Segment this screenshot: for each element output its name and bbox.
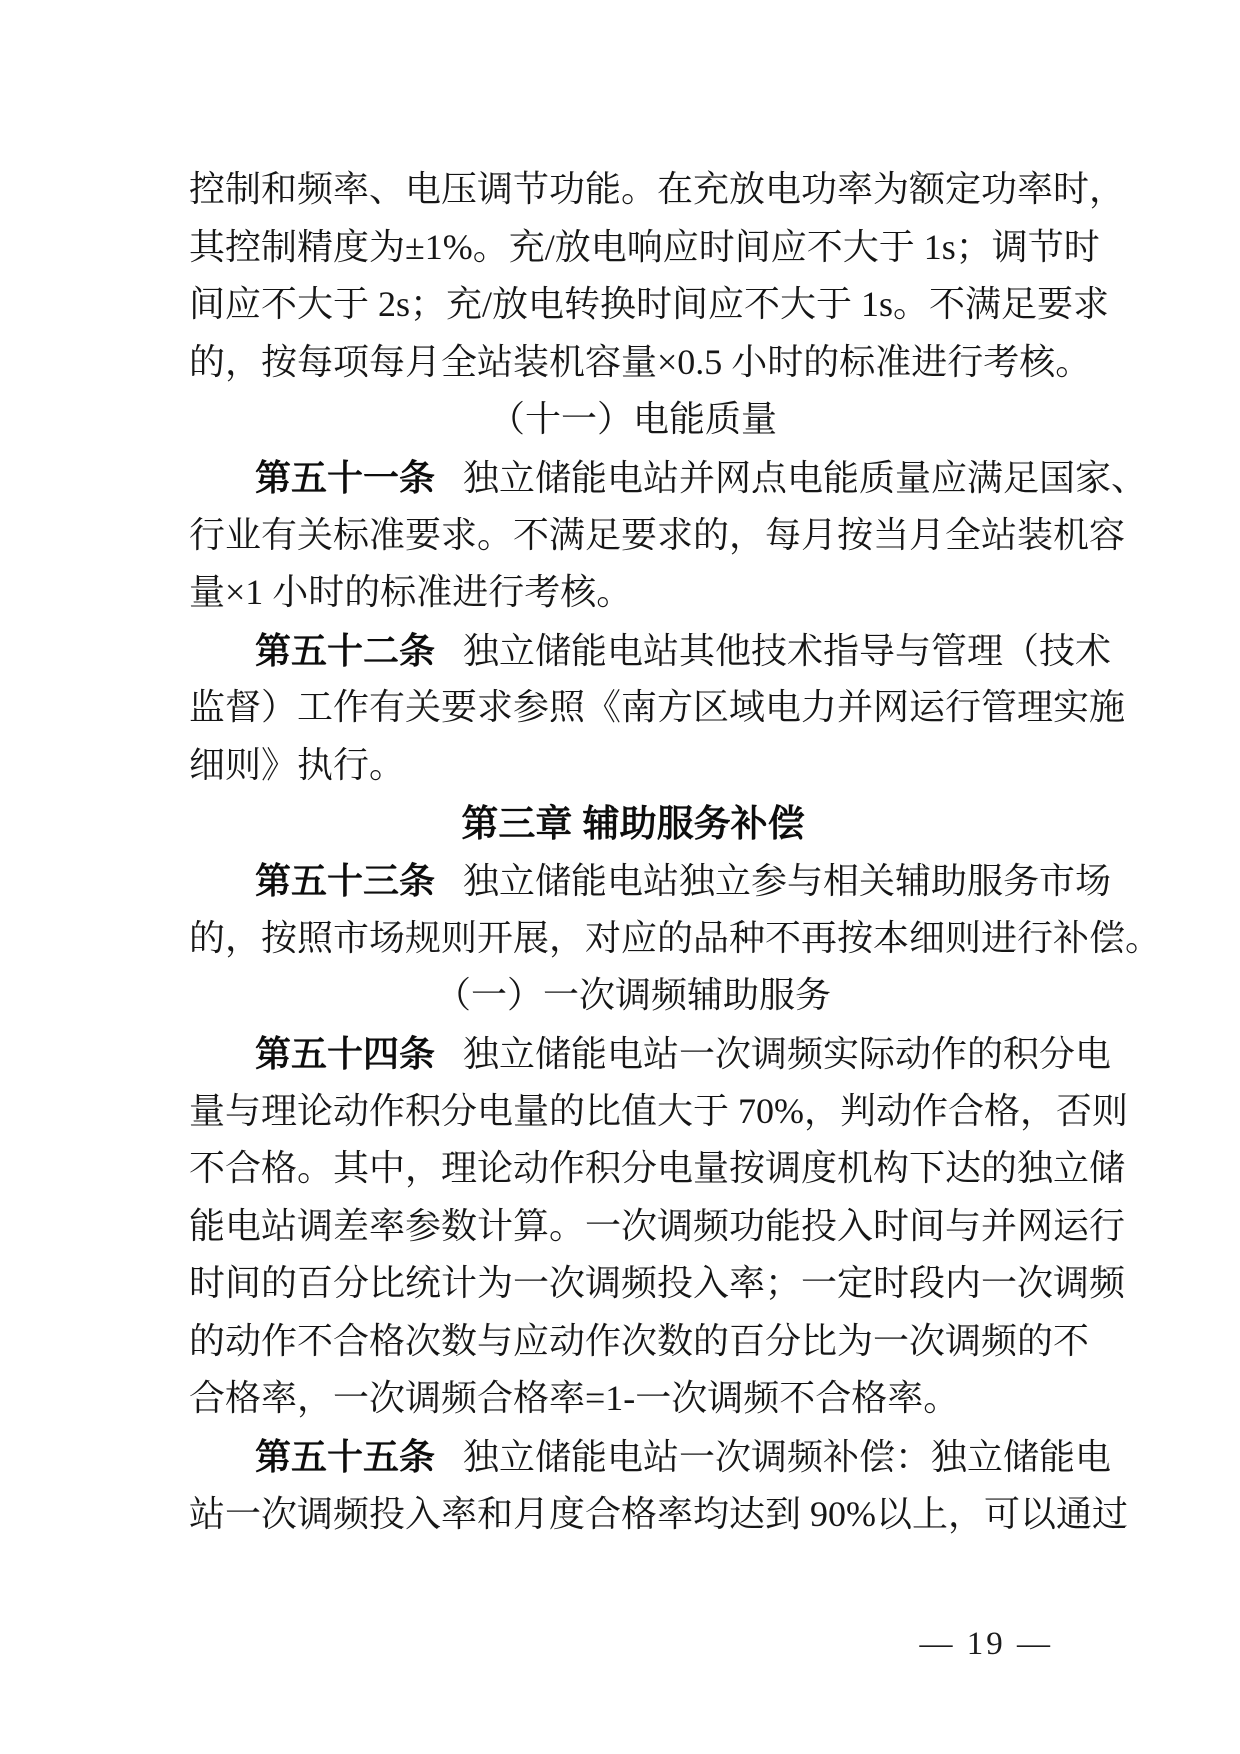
line-text: 的，按照市场规则开展，对应的品种不再按本细则进行补偿。 (189, 917, 1162, 958)
line-text: 不合格。其中，理论动作积分电量按调度机构下达的独立储 (189, 1148, 1126, 1189)
line-text: 独立储能电站一次调频实际动作的积分电 (463, 1033, 1112, 1074)
line-text: 独立储能电站并网点电能质量应满足国家、 (463, 457, 1148, 498)
article-line (189, 449, 1148, 507)
line-text: 其控制精度为±1%。充/放电响应时间应不大于 1s；调节时 (189, 226, 1100, 267)
body-line (189, 1198, 1126, 1256)
line-text: 独立储能电站其他技术指导与管理（技术 (463, 630, 1112, 671)
body-line (189, 219, 1100, 277)
article-line (189, 1428, 1112, 1486)
section-heading-text: （一）一次调频辅助服务 (434, 975, 831, 1016)
line-text: 的动作不合格次数与应动作次数的百分比为一次调频的不 (189, 1320, 1090, 1361)
text-column (189, 161, 1162, 1543)
body-line (189, 1370, 1077, 1428)
page-number: — 19 — (919, 1626, 1053, 1662)
line-text: 的，按每项每月全站装机容量×0.5 小时的标准进行考核。 (189, 341, 1092, 382)
line-text: 量与理论动作积分电量的比值大于 70%，判动作合格，否则 (189, 1090, 1128, 1131)
section-heading (189, 391, 1077, 449)
article-line (189, 1025, 1112, 1083)
line-text: 行业有关标准要求。不满足要求的，每月按当月全站装机容 (189, 514, 1126, 555)
chapter-heading-text: 第三章 辅助服务补偿 (461, 802, 805, 844)
line-text: 量×1 小时的标准进行考核。 (189, 572, 633, 613)
body-line (189, 161, 1126, 219)
line-text: 站一次调频投入率和月度合格率均达到 90%以上，可以通过 (189, 1493, 1128, 1534)
body-line (189, 679, 1126, 737)
body-line (189, 276, 1110, 334)
line-text: 独立储能电站一次调频补偿：独立储能电 (463, 1437, 1112, 1478)
body-line (189, 334, 1092, 392)
body-line (189, 507, 1126, 565)
line-text: 时间的百分比统计为一次调频投入率；一定时段内一次调频 (189, 1263, 1126, 1304)
line-text: 合格率，一次调频合格率=1-一次调频不合格率。 (189, 1378, 960, 1419)
article-number: 第五十五条 (255, 1436, 436, 1478)
body-line (189, 737, 1077, 795)
article-line (189, 852, 1112, 910)
section-heading-text: （十一）电能质量 (488, 399, 777, 440)
line-text: 细则》执行。 (189, 744, 406, 785)
body-line (189, 910, 1162, 968)
line-text: 监督）工作有关要求参照《南方区域电力并网运行管理实施 (189, 687, 1126, 728)
line-text: 独立储能电站独立参与相关辅助服务市场 (463, 861, 1112, 902)
body-line (189, 1083, 1128, 1141)
body-line (189, 564, 1077, 622)
body-line (189, 1255, 1126, 1313)
section-heading (189, 967, 1077, 1025)
body-line (189, 1140, 1126, 1198)
article-number: 第五十三条 (255, 860, 436, 902)
line-text: 控制和频率、电压调节功能。在充放电功率为额定功率时， (189, 169, 1126, 209)
line-text: 间应不大于 2s；充/放电转换时间应不大于 1s。不满足要求 (189, 284, 1110, 325)
body-line (189, 1313, 1090, 1371)
article-number: 第五十二条 (255, 629, 436, 671)
article-number: 第五十四条 (255, 1032, 436, 1074)
body-line (189, 1486, 1128, 1544)
article-number: 第五十一条 (255, 456, 436, 498)
line-text: 能电站调差率参数计算。一次调频功能投入时间与并网运行 (189, 1205, 1126, 1246)
chapter-heading (189, 795, 1077, 853)
article-line (189, 622, 1112, 680)
